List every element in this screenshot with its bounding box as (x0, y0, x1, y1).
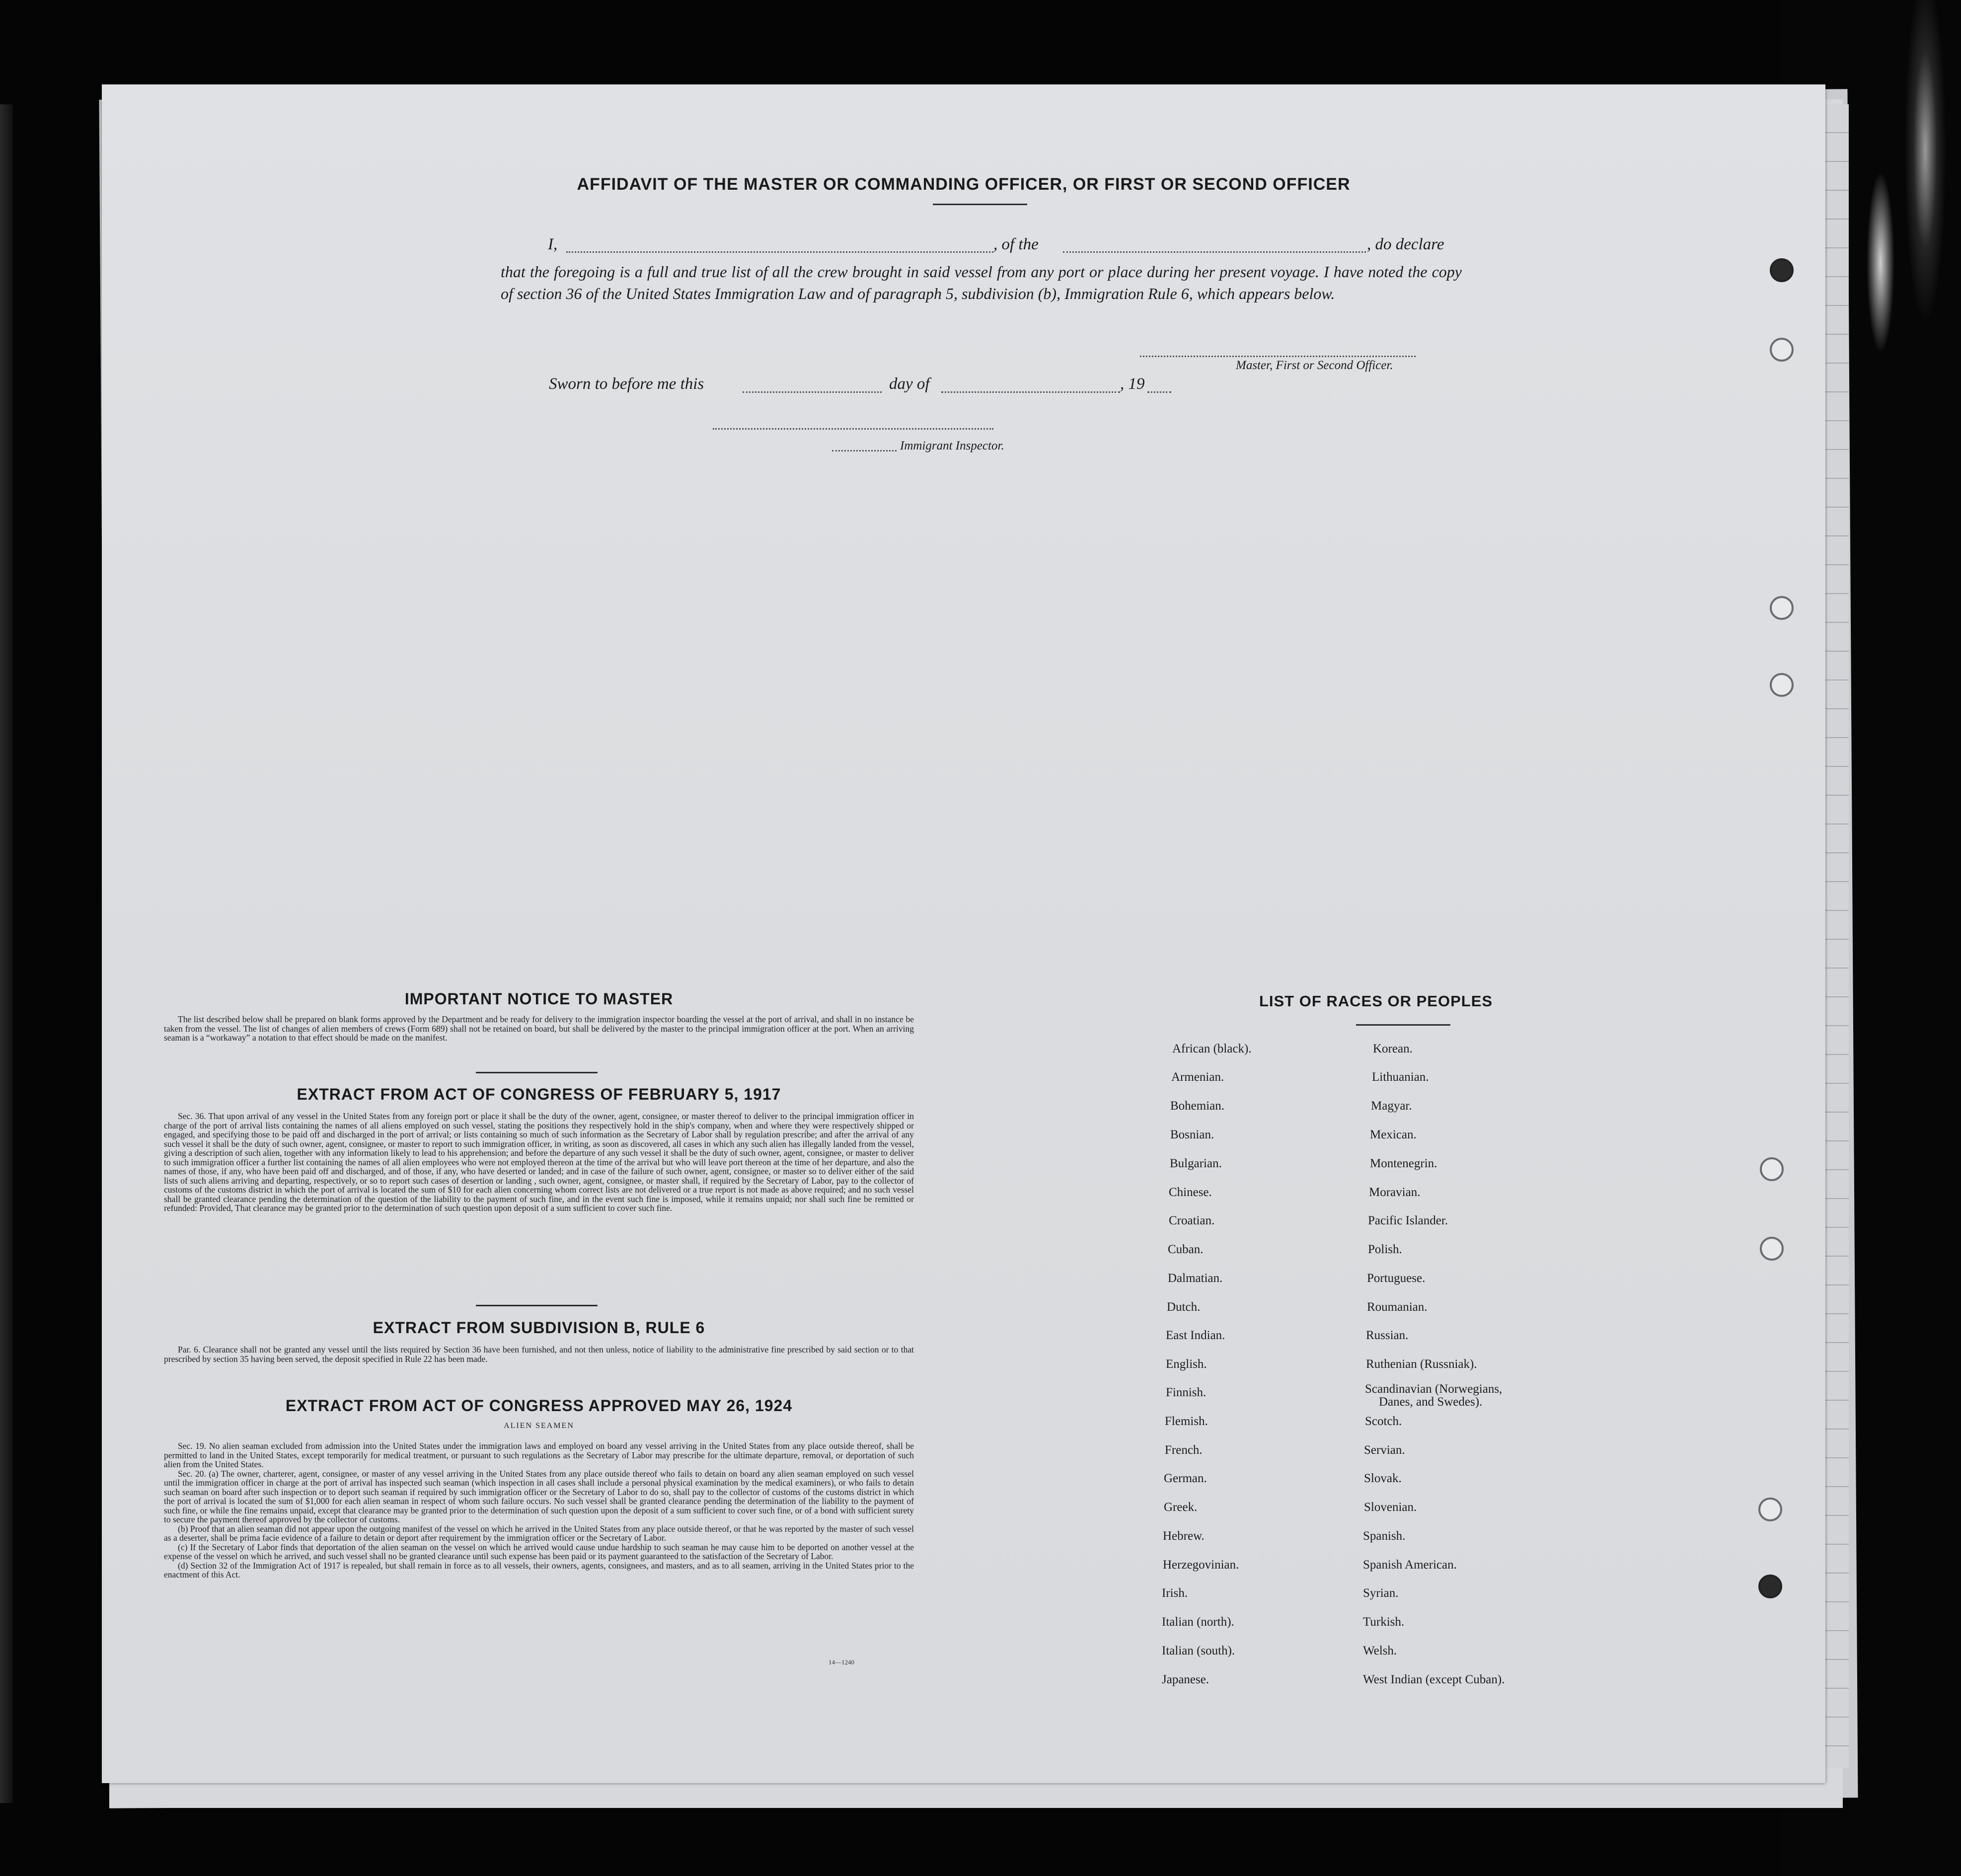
race-right: Danes, and Swedes). (1379, 1395, 1483, 1409)
sworn-prefix: Sworn to before me this (549, 375, 704, 393)
punch-hole-3 (1770, 596, 1794, 620)
punch-hole-6 (1760, 1237, 1784, 1261)
race-right: Lithuanian. (1372, 1070, 1429, 1084)
punch-hole-1 (1770, 258, 1794, 282)
race-right: Spanish American. (1363, 1558, 1457, 1572)
race-left: African (black). (1172, 1042, 1252, 1055)
race-left: Dutch. (1167, 1300, 1201, 1314)
race-right: Turkish. (1363, 1615, 1405, 1629)
race-left: Finnish. (1166, 1386, 1207, 1399)
form-number: 14—1240 (829, 1658, 854, 1666)
race-right: Mexican. (1370, 1128, 1417, 1141)
race-left: Herzegovinian. (1163, 1558, 1239, 1572)
race-left: Japanese. (1162, 1673, 1209, 1686)
affidavit-title-rule (933, 204, 1027, 205)
race-right: Korean. (1373, 1042, 1413, 1055)
extract-1924-text (164, 1441, 914, 1579)
race-right: Ruthenian (Russniak). (1366, 1357, 1477, 1371)
race-left: East Indian. (1166, 1329, 1225, 1342)
race-right: Portuguese. (1367, 1272, 1426, 1285)
race-right: Pacific Islander. (1368, 1214, 1448, 1227)
race-right: Montenegrin. (1370, 1157, 1437, 1170)
inspector-caption: Immigrant Inspector. (900, 439, 1004, 452)
scan-left-edge (0, 104, 13, 1803)
race-left: French. (1165, 1443, 1203, 1457)
race-left: Irish. (1162, 1586, 1188, 1600)
race-right: Russian. (1366, 1329, 1409, 1342)
race-right: Scandinavian (Norwegians, (1365, 1382, 1503, 1396)
race-right: Magyar. (1371, 1099, 1412, 1113)
race-right: Welsh. (1363, 1644, 1397, 1657)
race-right: Roumanian. (1367, 1300, 1428, 1314)
race-left: German. (1164, 1472, 1207, 1485)
sworn-month-blank[interactable] (941, 391, 1120, 393)
notice-title: IMPORTANT NOTICE TO MASTER (404, 990, 674, 1008)
affidavit-of-the: , of the (993, 235, 1039, 253)
race-right: Servian. (1364, 1443, 1405, 1457)
races-title: LIST OF RACES OR PEOPLES (1259, 992, 1493, 1010)
alien-seamen-subtitle: ALIEN SEAMEN (504, 1422, 574, 1430)
inspector-signature-blank[interactable] (713, 428, 993, 430)
notice-text: The list described below shall be prepared on blank forms approved by the Department and be ready for delivery to the immigration inspector boarding the vessel at the port of arrival, and shall in no instance be taken from the vessel. The list of changes of alien members of crews (Form 689) shall not be retained on board, but shall be delivered by the master to the principal immigration officer at the port. When an arriving seaman is a “workaway” a notation to that effect should be made on the manifest. (164, 1014, 914, 1043)
sec-20-b: (b) Proof that an alien seaman did not appear upon the outgoing manifest of the vessel on which he arrived in the United States from any place outside thereof, or that he was reported by the master of such vessel as a deserter, shall be prima facie evidence of a failure to detain or deport after requirement by the immigration officer or the Secretary of Labor. (164, 1523, 914, 1543)
race-left: Bulgarian. (1170, 1157, 1222, 1170)
sworn-day-of: day of (889, 375, 930, 393)
master-caption: Master, First or Second Officer. (1236, 359, 1393, 372)
race-left: Chinese. (1169, 1186, 1212, 1199)
extract-1917-text: Sec. 36. That upon arrival of any vessel in the United States from any foreign port or place it shall be the duty of the owner, agent, consignee, or master thereof to deliver to the principal immigration officer in charge of the port of arrival lists containing the names of all aliens employed on such vessel, stating the positions they respectively hold in the ship's company, when and where they were respectively shipped or engaged, and specifying those to be paid off and discharged in the port of arrival; or lists containing so much of such information as the Secretary of Labor shall by regulation prescribe; and after the arrival of any such vessel it shall be the duty of such owner, agent, consignee, or master to report to such immigration officer, in writing, as soon as discovered, all cases in which any such alien has illegally landed from the vessel, giving a description of such alien, together with any information likely to lead to his apprehension; and before the departure of any such vessel it shall be the duty of such owner, agent, consignee, or master to deliver to such immigration officer a further list containing the names of all alien employees who were not employed thereon at the time of the arrival but who will leave port thereon at the time of her departure, and also the names of those, if any, who have been paid off and discharged, and of those, if any, who have deserted or landed; and in case of the failure of such owner, agent, consignee, or master so to deliver either of the said lists of such aliens arriving and departing, respectively, or so to report such cases of desertion or landing , such owner, agent, consignee, or master shall, if required by the Secretary of Labor, pay to the collector of customs of the customs district in which the port of arrival is located the sum of $10 for each alien concerning whom correct lists are not delivered or a true report is not made as above required; and no such vessel shall be granted clearance pending the determination of the question of the liability to the payment of such fine, and in the event such fine is imposed, while it remains unpaid; nor shall such fine be remitted or refunded: Provided, That clearance may be granted prior to the determination of such question upon deposit of a sum sufficient to cover such fine. (164, 1111, 914, 1213)
extract-rule6-title: EXTRACT FROM SUBDIVISION B, RULE 6 (373, 1319, 705, 1337)
race-left: Croatian. (1169, 1214, 1215, 1227)
race-left: Greek. (1164, 1501, 1198, 1514)
race-right: Polish. (1368, 1243, 1402, 1256)
race-right: Moravian. (1369, 1186, 1421, 1199)
sworn-day-blank[interactable] (743, 391, 882, 393)
race-left: Cuban. (1168, 1243, 1204, 1256)
race-left: Bosnian. (1170, 1128, 1214, 1141)
race-left: Hebrew. (1163, 1529, 1205, 1543)
master-signature-blank[interactable] (1140, 356, 1416, 357)
sec-20-c: (c) If the Secretary of Labor finds that deportation of the alien seaman on the vessel on which he arrived would cause undue hardship to such seaman he may cause him to be deported on another vessel at the expense of the vessel on which he arrived, and such vessel shall no be granted clearance until such expense has been paid or its payment guaranteed to the satisfaction of the Secretary of Labor. (164, 1542, 914, 1561)
affidavit-title: AFFIDAVIT OF THE MASTER OR COMMANDING OFFICER, OR FIRST OR SECOND OFFICER (577, 175, 1351, 194)
race-left: Italian (south). (1162, 1644, 1235, 1657)
punch-hole-4 (1770, 673, 1794, 697)
sworn-year-blank[interactable] (1147, 391, 1171, 393)
race-right: Syrian. (1363, 1586, 1399, 1600)
affidavit-i: I, (548, 235, 558, 253)
punch-hole-2 (1770, 338, 1794, 362)
race-left: Bohemian. (1170, 1099, 1225, 1113)
race-right: Spanish. (1363, 1529, 1406, 1543)
vessel-blank[interactable] (1063, 251, 1366, 253)
punch-hole-7 (1758, 1498, 1782, 1521)
affidavit-do-declare: , do declare (1367, 235, 1444, 253)
sworn-year: , 19 (1120, 375, 1145, 393)
punch-hole-8 (1758, 1575, 1782, 1598)
race-right-two-line (1365, 1383, 1554, 1409)
sec-20-a: Sec. 20. (a) The owner, charterer, agent, consignee, or master of any vessel arriving in the United States from any place outside thereof who fails to detain on board any alien seaman employed on such vessel until the immigration officer in charge at the port of arrival has inspected such seaman (which inspection in all cases shall include a personal physical examination by the medical examiners), or who fails to detain such seaman on board after such inspection or to deport such seaman if required by such immigration officer or the Secretary of Labor to do so, shall pay to the collector of customs of the customs district in which the port of arrival is located the sum of $1,000 for each alien seaman in respect of whom such failure occurs. No such vessel shall be granted clearance pending the determination of the liability to the payment of such fine, or while the fine remains unpaid, except that clearance may be granted prior to the determination of such question upon the deposit of a sum sufficient to cover such fine, or of a bond with sufficient surety to secure the payment thereof approved by the collector of customs. (164, 1468, 914, 1524)
race-right: Scotch. (1365, 1415, 1402, 1428)
extract-1917-title: EXTRACT FROM ACT OF CONGRESS OF FEBRUARY 5, 1917 (297, 1085, 781, 1103)
race-left: Flemish. (1165, 1415, 1208, 1428)
extract-1917-rule (476, 1305, 598, 1306)
race-right: West Indian (except Cuban). (1363, 1673, 1505, 1686)
race-right: Slovak. (1364, 1472, 1402, 1485)
race-left: English. (1166, 1357, 1207, 1371)
race-left: Armenian. (1171, 1070, 1224, 1084)
extract-1924-title: EXTRACT FROM ACT OF CONGRESS APPROVED MAY 26, 1924 (285, 1397, 793, 1415)
punch-hole-5 (1760, 1157, 1784, 1181)
race-right: Slovenian. (1364, 1501, 1417, 1514)
sec-20-d: (d) Section 32 of the Immigration Act of 1917 is repealed, but shall remain in force as to all vessels, their owners, agents, consignees, and masters, and as to all seamen, arriving in the United States prior to the enactment of this Act. (164, 1560, 914, 1579)
sec-19: Sec. 19. No alien seaman excluded from admission into the United States under the immigration laws and employed on board any vessel arriving in the United States from any place outside thereof, shall be permitted to land in the United States, except temporarily for medical treatment, or pursuant to such regulations as the Secretary of Labor may prescribe for the ultimate departure, removal, or deportation of such alien from the United States. (164, 1441, 914, 1469)
extract-rule6-text: Par. 6. Clearance shall not be granted any vessel until the lists required by Section 36 have been furnished, and not then unless, notice of liability to the administrative fine prescribed by said section or to that prescribed by section 35 having been served, the deposit specified in Rule 22 has been made. (164, 1345, 914, 1364)
races-title-rule (1356, 1024, 1450, 1026)
inspector-caption-lead (832, 450, 897, 451)
race-left: Italian (north). (1162, 1615, 1234, 1629)
affidavit-body: that the foregoing is a full and true list of all the crew brought in said vessel from any port or place during her present voyage. I have noted the copy of section 36 of the United States Immigration Law and of paragraph 5, subdivision (b), Immigration Rule 6, which appears below. (501, 263, 1462, 302)
race-left: Dalmatian. (1168, 1272, 1223, 1285)
name-blank[interactable] (566, 251, 993, 253)
notice-rule (476, 1072, 598, 1073)
